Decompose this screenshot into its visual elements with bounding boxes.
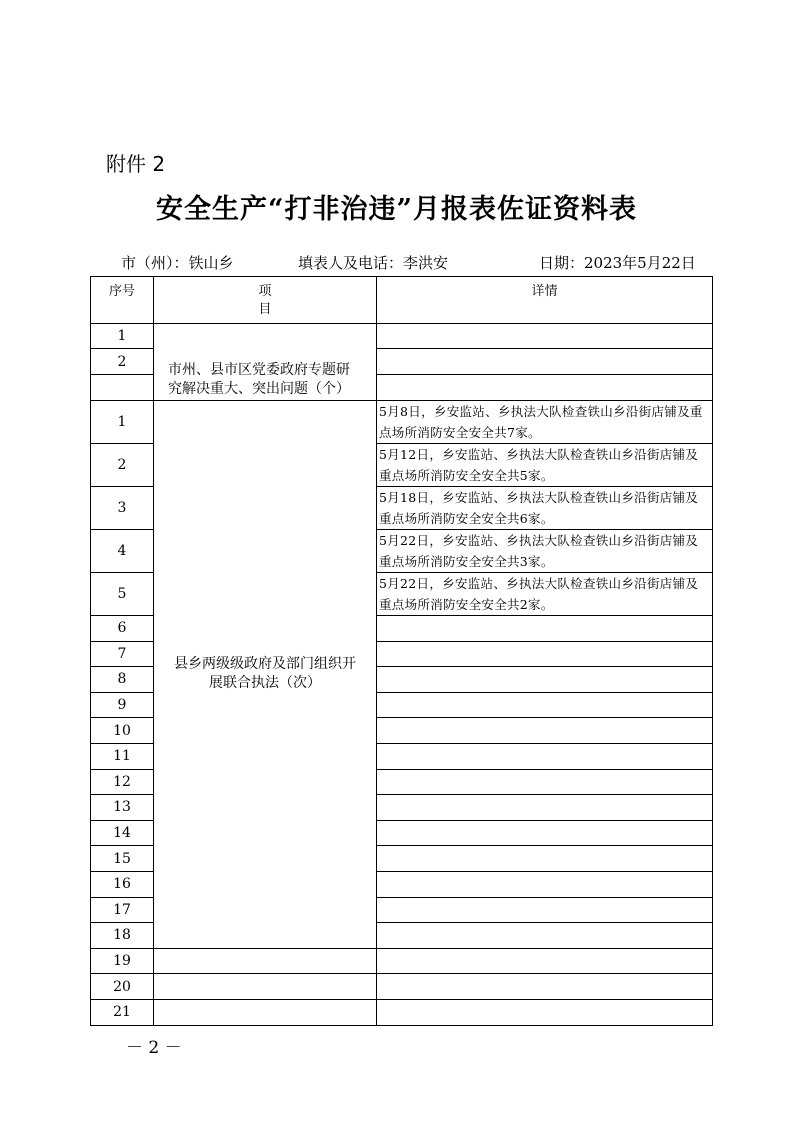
row-seq: 7 bbox=[91, 641, 154, 667]
row-detail: 5月22日，乡安监站、乡执法大队检查铁山乡沿街店铺及重点场所消防安全安全共2家。 bbox=[377, 573, 713, 616]
attachment-label: 附件 2 bbox=[106, 152, 166, 176]
table-row bbox=[91, 401, 713, 444]
meta-filler: 填表人及电话：李洪安 bbox=[298, 254, 449, 272]
row-item bbox=[154, 974, 377, 1000]
row-detail: 5月8日，乡安监站、乡执法大队检查铁山乡沿街店铺及重点场所消防安全安全共7家。 bbox=[377, 401, 713, 444]
section-item: 县乡两级级政府及部门组织开展联合执法（次） bbox=[154, 401, 377, 949]
row-seq: 1 bbox=[91, 324, 154, 349]
row-detail bbox=[377, 999, 713, 1025]
row-seq: 14 bbox=[91, 820, 154, 846]
row-detail bbox=[377, 923, 713, 949]
row-seq: 3 bbox=[91, 487, 154, 530]
row-detail bbox=[377, 897, 713, 923]
page-number: － 2 － bbox=[126, 1038, 182, 1058]
row-seq: 13 bbox=[91, 795, 154, 821]
row-seq: 17 bbox=[91, 897, 154, 923]
row-detail: 5月18日，乡安监站、乡执法大队检查铁山乡沿街店铺及重点场所消防安全安全共6家。 bbox=[377, 487, 713, 530]
row-detail bbox=[377, 349, 713, 375]
row-seq: 19 bbox=[91, 948, 154, 974]
row-seq: 6 bbox=[91, 616, 154, 642]
table-row bbox=[91, 974, 713, 1000]
row-detail bbox=[377, 795, 713, 821]
row-detail bbox=[377, 616, 713, 642]
row-detail bbox=[377, 820, 713, 846]
row-item bbox=[154, 948, 377, 974]
row-seq: 2 bbox=[91, 349, 154, 375]
row-detail: 5月22日，乡安监站、乡执法大队检查铁山乡沿街店铺及重点场所消防安全安全共3家。 bbox=[377, 530, 713, 573]
row-seq: 12 bbox=[91, 769, 154, 795]
row-detail bbox=[377, 667, 713, 693]
row-seq: 21 bbox=[91, 999, 154, 1025]
row-detail bbox=[377, 692, 713, 718]
section-item: 市州、县市区党委政府专题研究解决重大、突出问题（个） bbox=[154, 324, 377, 401]
row-seq: 9 bbox=[91, 692, 154, 718]
row-detail bbox=[377, 718, 713, 744]
row-seq: 16 bbox=[91, 871, 154, 897]
row-detail bbox=[377, 871, 713, 897]
row-seq bbox=[91, 375, 154, 401]
row-seq: 10 bbox=[91, 718, 154, 744]
evidence-table bbox=[90, 276, 713, 1026]
table-row bbox=[91, 999, 713, 1025]
header-seq: 序号 bbox=[91, 277, 154, 324]
row-item bbox=[154, 999, 377, 1025]
row-detail bbox=[377, 641, 713, 667]
row-detail bbox=[377, 974, 713, 1000]
row-detail bbox=[377, 948, 713, 974]
row-seq: 20 bbox=[91, 974, 154, 1000]
row-detail bbox=[377, 769, 713, 795]
header-detail: 详情 bbox=[377, 277, 713, 324]
row-seq: 15 bbox=[91, 846, 154, 872]
header-item: 项 目 bbox=[154, 277, 377, 324]
table-row bbox=[91, 948, 713, 974]
row-seq: 4 bbox=[91, 530, 154, 573]
page-title: 安全生产“打非治违”月报表佐证资料表 bbox=[155, 194, 638, 225]
table-header-row bbox=[91, 277, 713, 324]
meta-city: 市（州）：铁山乡 bbox=[121, 254, 234, 272]
row-seq: 2 bbox=[91, 444, 154, 487]
meta-date: 日期：2023年5月22日 bbox=[539, 254, 696, 272]
row-detail bbox=[377, 324, 713, 349]
row-seq: 11 bbox=[91, 743, 154, 769]
row-detail bbox=[377, 743, 713, 769]
row-detail bbox=[377, 846, 713, 872]
row-seq: 18 bbox=[91, 923, 154, 949]
row-seq: 5 bbox=[91, 573, 154, 616]
row-seq: 1 bbox=[91, 401, 154, 444]
row-detail bbox=[377, 375, 713, 401]
row-seq: 8 bbox=[91, 667, 154, 693]
row-detail: 5月12日，乡安监站、乡执法大队检查铁山乡沿街店铺及重点场所消防安全安全共5家。 bbox=[377, 444, 713, 487]
table-row bbox=[91, 324, 713, 349]
